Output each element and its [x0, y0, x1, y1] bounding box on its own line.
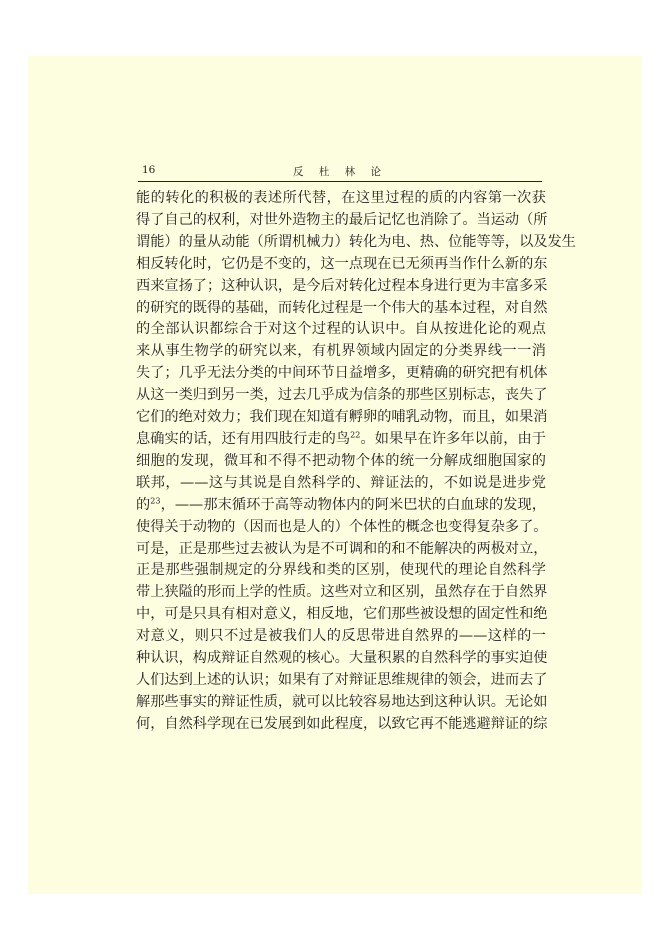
body-text	[136, 188, 576, 736]
page-header	[138, 163, 542, 182]
text-segment: 。如果早在许多年以前，由于	[360, 430, 546, 447]
text-line: 使得关于动物的（因而也是人的）个体性的概念也变得复杂多了。	[136, 518, 548, 535]
page-number: 16	[142, 164, 156, 176]
text-line: 谓能）的量从动能（所谓机械力）转化为电、热、位能等等，以及发生	[136, 233, 576, 250]
text-line: 何，自然科学现在已发展到如此程度，以致它再不能逃避辩证的综	[136, 715, 548, 732]
text-line: 相反转化时，它仍是不变的，这一点现在已无须再当作什么新的东	[136, 255, 548, 272]
text-line: 中，可是只具有相对意义，相反地，它们那些被设想的固定性和绝	[136, 606, 548, 623]
text-line: 对意义，则只不过是被我们人的反思带进自然界的——这样的一	[136, 628, 546, 645]
text-line: 失了；几乎无法分类的中间环节日益增多，更精确的研究把有机体	[136, 365, 548, 382]
text-line: 西来宣扬了；这种认识，是今后对转化过程本身进行更为丰富多采	[136, 277, 548, 294]
text-line: 解那些事实的辩证性质，就可以比较容易地达到这种认识。无论如	[136, 693, 548, 710]
text-segment: ，——那末循环于高等动物体内的阿米巴状的白血球的发现，	[160, 496, 546, 513]
text-segment: 的	[136, 496, 151, 513]
text-line: 可是，正是那些过去被认为是不可调和的和不能解决的两极对立，	[136, 540, 548, 557]
text-line: 正是那些强制规定的分界线和类的区别，使现代的理论自然科学	[136, 562, 546, 579]
text-line: 人们达到上述的认识；如果有了对辩证思维规律的领会，进而去了	[136, 671, 548, 688]
text-line: 种认识，构成辩证自然观的核心。大量积累的自然科学的事实迫使	[136, 650, 548, 667]
text-line: 从这一类归到另一类，过去几乎成为信条的那些区别标志，丧失了	[136, 387, 548, 404]
text-line: 得了自己的权利，对世外造物主的最后记忆也消除了。当运动（所	[136, 211, 548, 228]
text-line-with-footnote	[136, 495, 546, 517]
text-line: 联邦，——这与其说是自然科学的、辩证法的，不如说是进步党	[136, 474, 546, 491]
text-line: 的研究的既得的基础，而转化过程是一个伟大的基本过程，对自然	[136, 299, 548, 316]
text-line: 它们的绝对效力；我们现在知道有孵卵的哺乳动物，而且，如果消	[136, 409, 548, 426]
text-segment: 息确实的话，还有用四肢行走的鸟	[136, 430, 351, 447]
footnote-ref: 23	[150, 495, 161, 505]
text-line-with-footnote	[136, 429, 546, 451]
running-title: 反 杜 林 论	[292, 166, 387, 178]
text-line: 细胞的发现，微耳和不得不把动物个体的统一分解成细胞国家的	[136, 452, 546, 469]
text-line: 能的转化的积极的表述所代替，在这里过程的质的内容第一次获	[136, 190, 546, 206]
text-line: 带上狭隘的形而上学的性质。这些对立和区别，虽然存在于自然界	[136, 584, 548, 601]
text-line: 来从事生物学的研究以来，有机界领域内固定的分类界线一一消	[136, 343, 546, 360]
text-line: 的全部认识都综合于对这个过程的认识中。自从按进化论的观点	[136, 321, 546, 338]
footnote-ref: 22	[350, 430, 361, 440]
